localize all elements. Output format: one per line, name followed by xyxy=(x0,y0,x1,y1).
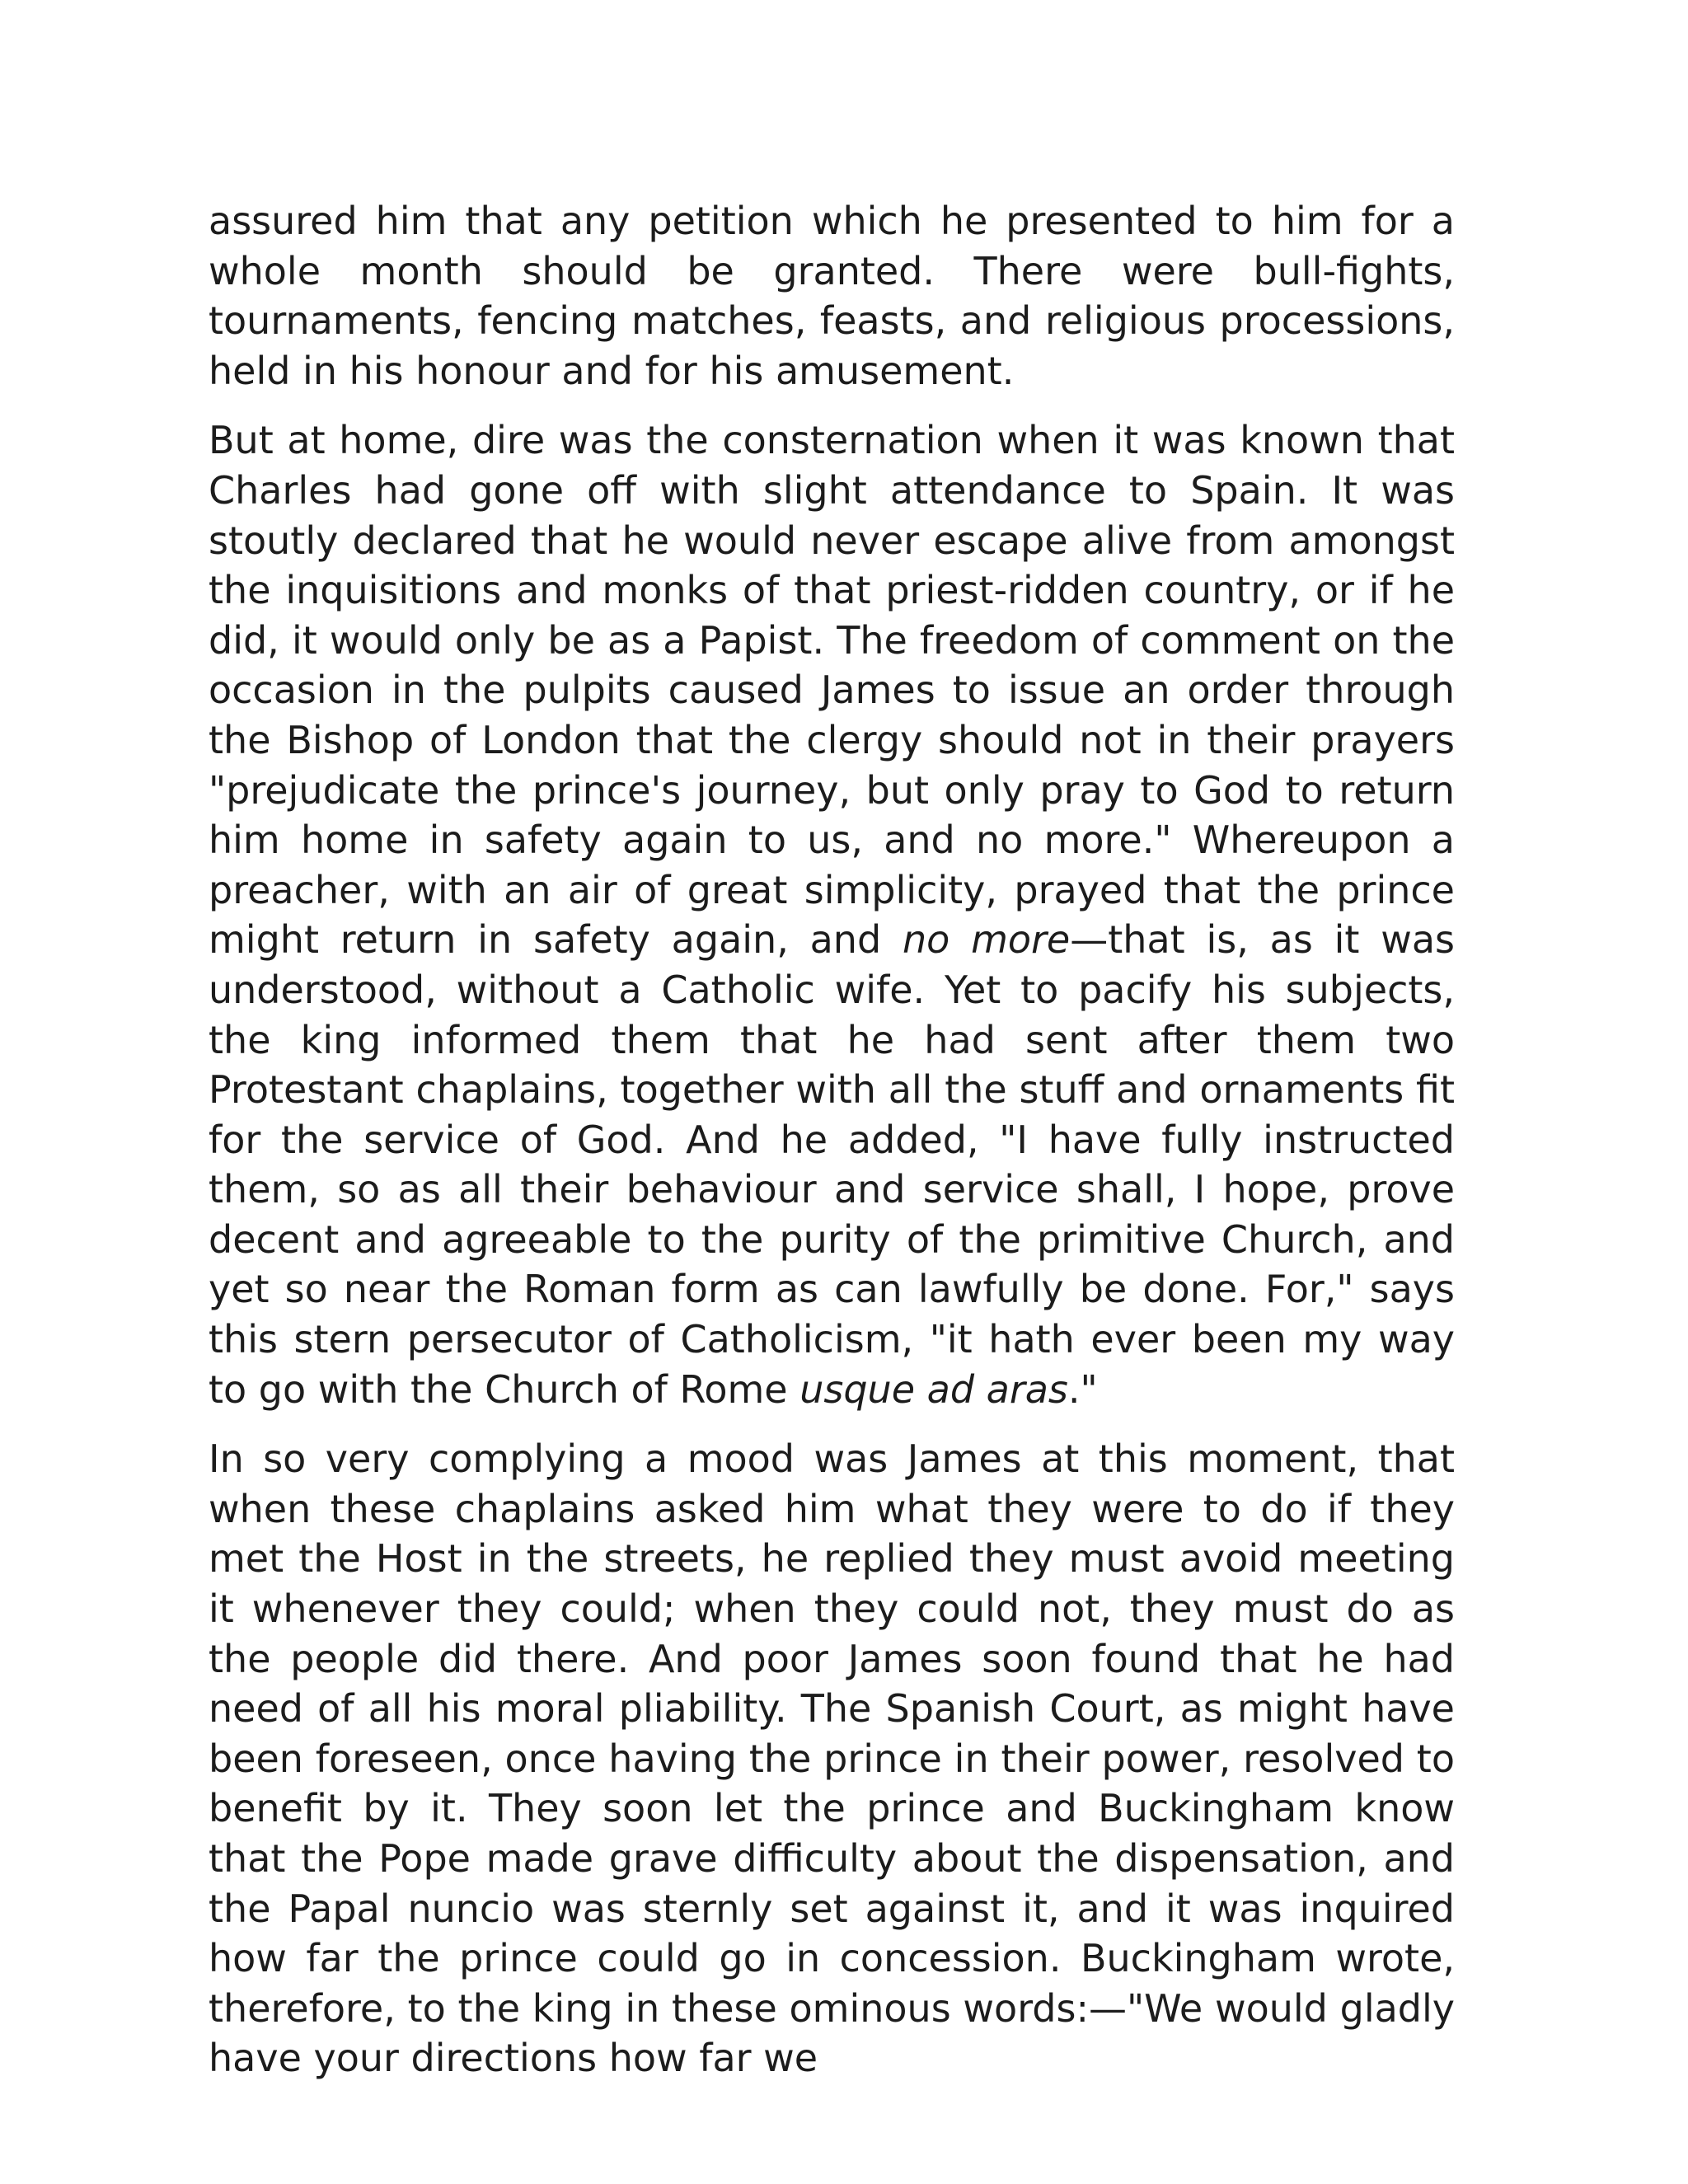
page-body xyxy=(209,196,1455,2103)
italic-phrase: no more xyxy=(902,917,1071,963)
paragraph-text: But at home, dire was the consternation when it was known that Charles had gone off with slight attendance to Spain. It was stoutly declared that he would never escape alive from amongst the inquisitions and monks of that priest-ridden country, or if he did, it would only be as a Papist. The freedom of comment on the occasion in the pulpits caused James to issue an order through the Bishop of London that the clergy should not in their prayers "prejudicate the prince's journey, but only pray to God to return him home in safety again to us, and no more." Whereupon a preacher, with an air of great simplicity, prayed that the prince might return in safety again, and xyxy=(209,418,1455,963)
paragraph-2 xyxy=(209,415,1455,1414)
paragraph-3 xyxy=(209,1434,1455,2083)
italic-phrase: usque ad aras xyxy=(799,1366,1068,1412)
paragraph-text: —that is, as it was understood, without a Catholic wife. Yet to pacify his subjects, the king informed them that he had sent after them two Protestant chaplains, together with all the stuff and ornaments fit for the service of God. And he added, "I have fully instructed them, so as all their behaviour and service shall, I hope, prove decent and agreeable to the purity of the primitive Church, and yet so near the Roman form as can lawfully be done. For," says this stern persecutor of Catholicism, "it hath ever been my way to go with the Church of Rome xyxy=(209,917,1455,1412)
paragraph-text: assured him that any petition which he presented to him for a whole month should be granted. There were bull-fights, tournaments, fencing matches, feasts, and religious processions, held in his honour and for his amusement. xyxy=(209,199,1455,393)
paragraph-text: In so very complying a mood was James at this moment, that when these chaplains asked him what they were to do if they met the Host in the streets, he replied they must avoid meeting it whenever they could; when they could not, they must do as the people did there. And poor James soon found that he had need of all his moral pliability. The Spanish Court, as might have been foreseen, once having the prince in their power, resolved to benefit by it. They soon let the prince and Buckingham know that the Pope made grave difficulty about the dispensation, and the Papal nuncio was sternly set against it, and it was inquired how far the prince could go in concession. Buckingham wrote, therefore, to the king in these ominous words:—"We would gladly have your directions how far we xyxy=(209,1436,1455,2081)
paragraph-1 xyxy=(209,196,1455,396)
paragraph-text: ." xyxy=(1067,1366,1098,1412)
